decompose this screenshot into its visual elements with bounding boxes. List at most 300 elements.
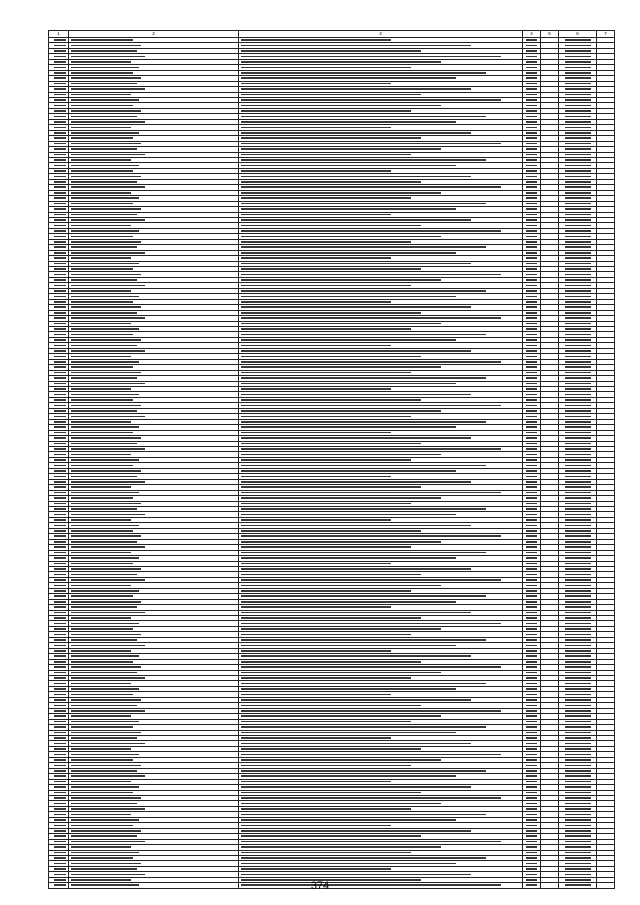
illegible-text xyxy=(526,508,537,510)
illegible-text xyxy=(565,279,591,281)
illegible-text xyxy=(241,181,421,183)
illegible-text xyxy=(71,236,133,238)
illegible-text xyxy=(526,819,537,821)
illegible-text xyxy=(526,334,537,336)
illegible-text xyxy=(526,279,537,281)
illegible-text xyxy=(71,568,141,570)
illegible-text xyxy=(526,563,537,565)
illegible-text xyxy=(526,574,537,576)
table-row xyxy=(49,795,615,800)
illegible-text xyxy=(565,803,591,805)
illegible-text xyxy=(241,405,501,407)
illegible-text xyxy=(526,645,537,647)
table-cell xyxy=(239,550,523,555)
illegible-text xyxy=(241,857,486,859)
illegible-text xyxy=(565,383,591,385)
illegible-text xyxy=(71,797,141,799)
illegible-text xyxy=(71,165,139,167)
illegible-text xyxy=(241,121,456,123)
illegible-text xyxy=(241,465,486,467)
illegible-text xyxy=(526,519,537,521)
illegible-text xyxy=(526,366,537,368)
illegible-text xyxy=(565,846,591,848)
illegible-text xyxy=(54,852,66,854)
illegible-text xyxy=(71,606,137,608)
illegible-text xyxy=(71,852,139,854)
illegible-text xyxy=(241,835,421,837)
table-row xyxy=(49,861,615,866)
illegible-text xyxy=(565,563,591,565)
illegible-text xyxy=(526,737,537,739)
table-row xyxy=(49,670,615,675)
illegible-text xyxy=(565,623,591,625)
illegible-text xyxy=(526,541,537,543)
illegible-text xyxy=(71,181,137,183)
illegible-text xyxy=(565,236,591,238)
illegible-text xyxy=(241,623,501,625)
illegible-text xyxy=(241,574,421,576)
illegible-text xyxy=(241,595,486,597)
illegible-text xyxy=(71,508,137,510)
illegible-text xyxy=(241,197,411,199)
illegible-text xyxy=(71,279,137,281)
illegible-text xyxy=(54,356,66,358)
illegible-text xyxy=(526,208,537,210)
illegible-text xyxy=(526,590,537,592)
illegible-text xyxy=(565,67,591,69)
illegible-text xyxy=(526,56,537,58)
table-cell xyxy=(239,70,523,75)
illegible-text xyxy=(526,132,537,134)
illegible-text xyxy=(71,72,133,74)
illegible-text xyxy=(565,759,591,761)
illegible-text xyxy=(526,257,537,259)
illegible-text xyxy=(241,143,501,145)
table-row xyxy=(49,768,615,773)
illegible-text xyxy=(241,165,456,167)
illegible-text xyxy=(526,743,537,745)
illegible-text xyxy=(565,814,591,816)
illegible-text xyxy=(71,563,133,565)
illegible-text xyxy=(565,737,591,739)
table-row xyxy=(49,736,615,741)
illegible-text xyxy=(565,454,591,456)
table-row xyxy=(49,343,615,348)
table-row xyxy=(49,272,615,277)
illegible-text xyxy=(71,50,137,52)
illegible-text xyxy=(241,127,391,129)
illegible-text xyxy=(526,296,537,298)
illegible-text xyxy=(54,214,66,216)
illegible-text xyxy=(71,721,139,723)
illegible-text xyxy=(526,579,537,581)
illegible-text xyxy=(241,50,421,52)
illegible-text xyxy=(71,432,133,434)
illegible-text xyxy=(54,328,66,330)
illegible-text xyxy=(71,410,137,412)
illegible-text xyxy=(241,366,441,368)
illegible-text xyxy=(565,857,591,859)
illegible-text xyxy=(526,525,537,527)
illegible-text xyxy=(565,186,591,188)
illegible-text xyxy=(54,481,66,483)
illegible-text xyxy=(71,639,137,641)
illegible-text xyxy=(71,612,145,614)
illegible-text xyxy=(526,241,537,243)
illegible-text xyxy=(526,454,537,456)
illegible-text xyxy=(241,176,471,178)
illegible-text xyxy=(54,699,66,701)
illegible-text xyxy=(71,590,139,592)
illegible-text xyxy=(54,557,66,559)
illegible-text xyxy=(565,214,591,216)
table-row xyxy=(49,577,615,582)
illegible-text xyxy=(54,230,66,232)
illegible-text xyxy=(241,481,471,483)
illegible-text xyxy=(54,45,66,47)
illegible-text xyxy=(54,137,66,139)
illegible-text xyxy=(54,525,66,527)
illegible-text xyxy=(565,192,591,194)
illegible-text xyxy=(241,257,391,259)
illegible-text xyxy=(71,726,133,728)
illegible-text xyxy=(71,252,145,254)
table-row xyxy=(49,850,615,855)
illegible-text xyxy=(71,765,141,767)
illegible-text xyxy=(241,503,411,505)
illegible-text xyxy=(565,754,591,756)
table-row xyxy=(49,147,615,152)
table-row xyxy=(49,752,615,757)
illegible-text xyxy=(71,759,133,761)
illegible-text xyxy=(71,655,139,657)
table-cell xyxy=(239,376,523,381)
illegible-text xyxy=(54,639,66,641)
table-row xyxy=(49,643,615,648)
illegible-text xyxy=(526,110,537,112)
illegible-text xyxy=(241,99,501,101)
illegible-text xyxy=(526,476,537,478)
illegible-text xyxy=(565,285,591,287)
illegible-text xyxy=(54,710,66,712)
illegible-text xyxy=(54,301,66,303)
illegible-text xyxy=(54,285,66,287)
illegible-text xyxy=(241,814,486,816)
illegible-text xyxy=(241,372,411,374)
illegible-text xyxy=(54,781,66,783)
illegible-text xyxy=(565,334,591,336)
illegible-text xyxy=(526,67,537,69)
table-row xyxy=(49,774,615,779)
illegible-text xyxy=(241,132,471,134)
illegible-text xyxy=(565,743,591,745)
table-row xyxy=(49,370,615,375)
table-row xyxy=(49,54,615,59)
illegible-text xyxy=(565,432,591,434)
illegible-text xyxy=(565,306,591,308)
illegible-text xyxy=(565,116,591,118)
illegible-text xyxy=(526,688,537,690)
illegible-text xyxy=(71,372,141,374)
table-row xyxy=(49,403,615,408)
illegible-text xyxy=(241,808,411,810)
illegible-text xyxy=(241,72,486,74)
illegible-text xyxy=(54,377,66,379)
illegible-text xyxy=(241,192,441,194)
illegible-text xyxy=(71,225,131,227)
illegible-text xyxy=(526,192,537,194)
illegible-text xyxy=(71,426,139,428)
table-cell xyxy=(239,768,523,773)
illegible-text xyxy=(526,356,537,358)
illegible-text xyxy=(241,563,391,565)
illegible-text xyxy=(241,312,421,314)
illegible-text xyxy=(565,176,591,178)
table-row xyxy=(49,130,615,135)
illegible-text xyxy=(54,825,66,827)
illegible-text xyxy=(241,661,421,663)
illegible-text xyxy=(54,868,66,870)
illegible-text xyxy=(241,748,421,750)
table-row xyxy=(49,48,615,53)
illegible-text xyxy=(241,339,456,341)
illegible-text xyxy=(71,454,131,456)
illegible-text xyxy=(565,634,591,636)
illegible-text xyxy=(71,290,131,292)
illegible-text xyxy=(526,388,537,390)
illegible-text xyxy=(526,399,537,401)
illegible-text xyxy=(71,677,145,679)
illegible-text xyxy=(54,334,66,336)
illegible-text xyxy=(241,110,411,112)
illegible-text xyxy=(71,383,145,385)
illegible-text xyxy=(526,214,537,216)
illegible-text xyxy=(565,110,591,112)
illegible-text xyxy=(526,868,537,870)
illegible-text xyxy=(71,285,145,287)
illegible-text xyxy=(526,585,537,587)
illegible-text xyxy=(54,154,66,156)
table-row xyxy=(49,212,615,217)
table-row xyxy=(49,152,615,157)
illegible-text xyxy=(565,481,591,483)
illegible-text xyxy=(565,339,591,341)
table-row xyxy=(49,348,615,353)
illegible-text xyxy=(54,508,66,510)
illegible-text xyxy=(71,317,145,319)
illegible-text xyxy=(241,606,391,608)
illegible-text xyxy=(54,552,66,554)
table-row xyxy=(49,179,615,184)
table-cell xyxy=(239,201,523,206)
illegible-text xyxy=(241,683,486,685)
illegible-text xyxy=(565,732,591,734)
illegible-text xyxy=(54,263,66,265)
illegible-text xyxy=(54,748,66,750)
illegible-text xyxy=(526,61,537,63)
illegible-text xyxy=(54,416,66,418)
illegible-text xyxy=(526,116,537,118)
illegible-text xyxy=(526,661,537,663)
illegible-text xyxy=(54,203,66,205)
illegible-text xyxy=(526,628,537,630)
illegible-text xyxy=(71,863,141,865)
illegible-text xyxy=(565,83,591,85)
illegible-text xyxy=(526,394,537,396)
illegible-text xyxy=(241,688,456,690)
illegible-text xyxy=(71,585,131,587)
illegible-text xyxy=(241,476,391,478)
illegible-text xyxy=(241,650,391,652)
illegible-text xyxy=(565,290,591,292)
illegible-text xyxy=(71,137,133,139)
illegible-text xyxy=(54,732,66,734)
illegible-text xyxy=(241,317,501,319)
illegible-text xyxy=(526,803,537,805)
illegible-text xyxy=(241,426,456,428)
illegible-text xyxy=(71,170,133,172)
illegible-text xyxy=(565,372,591,374)
column-number: 3 xyxy=(239,31,523,38)
table-row xyxy=(49,490,615,495)
illegible-text xyxy=(565,841,591,843)
illegible-text xyxy=(526,557,537,559)
illegible-text xyxy=(526,323,537,325)
illegible-text xyxy=(241,786,471,788)
illegible-text xyxy=(71,732,141,734)
table-row xyxy=(49,523,615,528)
illegible-text xyxy=(526,159,537,161)
illegible-text xyxy=(526,45,537,47)
illegible-text xyxy=(565,705,591,707)
illegible-text xyxy=(565,825,591,827)
table-cell xyxy=(239,245,523,250)
illegible-text xyxy=(241,710,501,712)
illegible-text xyxy=(565,132,591,134)
illegible-text xyxy=(71,476,137,478)
illegible-text xyxy=(241,541,441,543)
illegible-text xyxy=(54,830,66,832)
table-cell xyxy=(239,839,523,844)
illegible-text xyxy=(526,726,537,728)
illegible-text xyxy=(71,519,131,521)
illegible-text xyxy=(241,470,456,472)
table-row xyxy=(49,654,615,659)
illegible-text xyxy=(71,699,141,701)
illegible-text xyxy=(241,454,441,456)
illegible-text xyxy=(71,159,131,161)
illegible-text xyxy=(565,585,591,587)
illegible-text xyxy=(54,497,66,499)
illegible-text xyxy=(54,754,66,756)
illegible-text xyxy=(565,323,591,325)
illegible-text xyxy=(54,666,66,668)
illegible-text xyxy=(241,852,411,854)
illegible-text xyxy=(71,110,141,112)
illegible-text xyxy=(71,208,141,210)
illegible-text xyxy=(565,56,591,58)
illegible-text xyxy=(71,792,133,794)
illegible-text xyxy=(526,601,537,603)
illegible-text xyxy=(526,432,537,434)
illegible-text xyxy=(71,552,131,554)
illegible-text xyxy=(526,781,537,783)
illegible-text xyxy=(241,45,471,47)
illegible-text xyxy=(71,241,141,243)
illegible-text xyxy=(526,465,537,467)
illegible-text xyxy=(241,67,411,69)
illegible-text xyxy=(526,225,537,227)
illegible-text xyxy=(241,715,441,717)
illegible-text xyxy=(71,841,145,843)
illegible-text xyxy=(526,814,537,816)
table-row xyxy=(49,785,615,790)
illegible-text xyxy=(526,568,537,570)
illegible-text xyxy=(241,759,441,761)
table-cell xyxy=(239,681,523,686)
table-row xyxy=(49,239,615,244)
illegible-text xyxy=(54,306,66,308)
table-row xyxy=(49,436,615,441)
illegible-text xyxy=(526,426,537,428)
illegible-text xyxy=(54,383,66,385)
illegible-text xyxy=(565,143,591,145)
illegible-text xyxy=(241,874,471,876)
illegible-text xyxy=(565,465,591,467)
illegible-text xyxy=(565,154,591,156)
illegible-text xyxy=(54,459,66,461)
illegible-text xyxy=(565,77,591,79)
table-row xyxy=(49,719,615,724)
table-row xyxy=(49,114,615,119)
illegible-text xyxy=(526,775,537,777)
table-row xyxy=(49,534,615,539)
illegible-text xyxy=(241,519,391,521)
illegible-text xyxy=(241,497,441,499)
illegible-text xyxy=(241,410,441,412)
illegible-text xyxy=(241,585,441,587)
table-cell xyxy=(239,228,523,233)
illegible-text xyxy=(54,197,66,199)
illegible-text xyxy=(565,514,591,516)
illegible-text xyxy=(526,503,537,505)
illegible-text xyxy=(71,296,139,298)
illegible-text xyxy=(241,208,456,210)
illegible-text xyxy=(54,835,66,837)
illegible-text xyxy=(526,841,537,843)
illegible-text xyxy=(565,421,591,423)
illegible-text xyxy=(526,721,537,723)
illegible-text xyxy=(526,759,537,761)
illegible-text xyxy=(241,377,486,379)
illegible-text xyxy=(54,399,66,401)
illegible-text xyxy=(241,645,456,647)
illegible-text xyxy=(565,416,591,418)
illegible-text xyxy=(526,634,537,636)
illegible-text xyxy=(526,797,537,799)
illegible-text xyxy=(526,350,537,352)
illegible-text xyxy=(54,623,66,625)
illegible-text xyxy=(565,399,591,401)
illegible-text xyxy=(54,519,66,521)
illegible-text xyxy=(241,508,486,510)
illegible-text xyxy=(54,590,66,592)
illegible-text xyxy=(526,546,537,548)
illegible-text xyxy=(565,181,591,183)
illegible-text xyxy=(526,197,537,199)
illegible-text xyxy=(71,874,145,876)
illegible-text xyxy=(565,508,591,510)
